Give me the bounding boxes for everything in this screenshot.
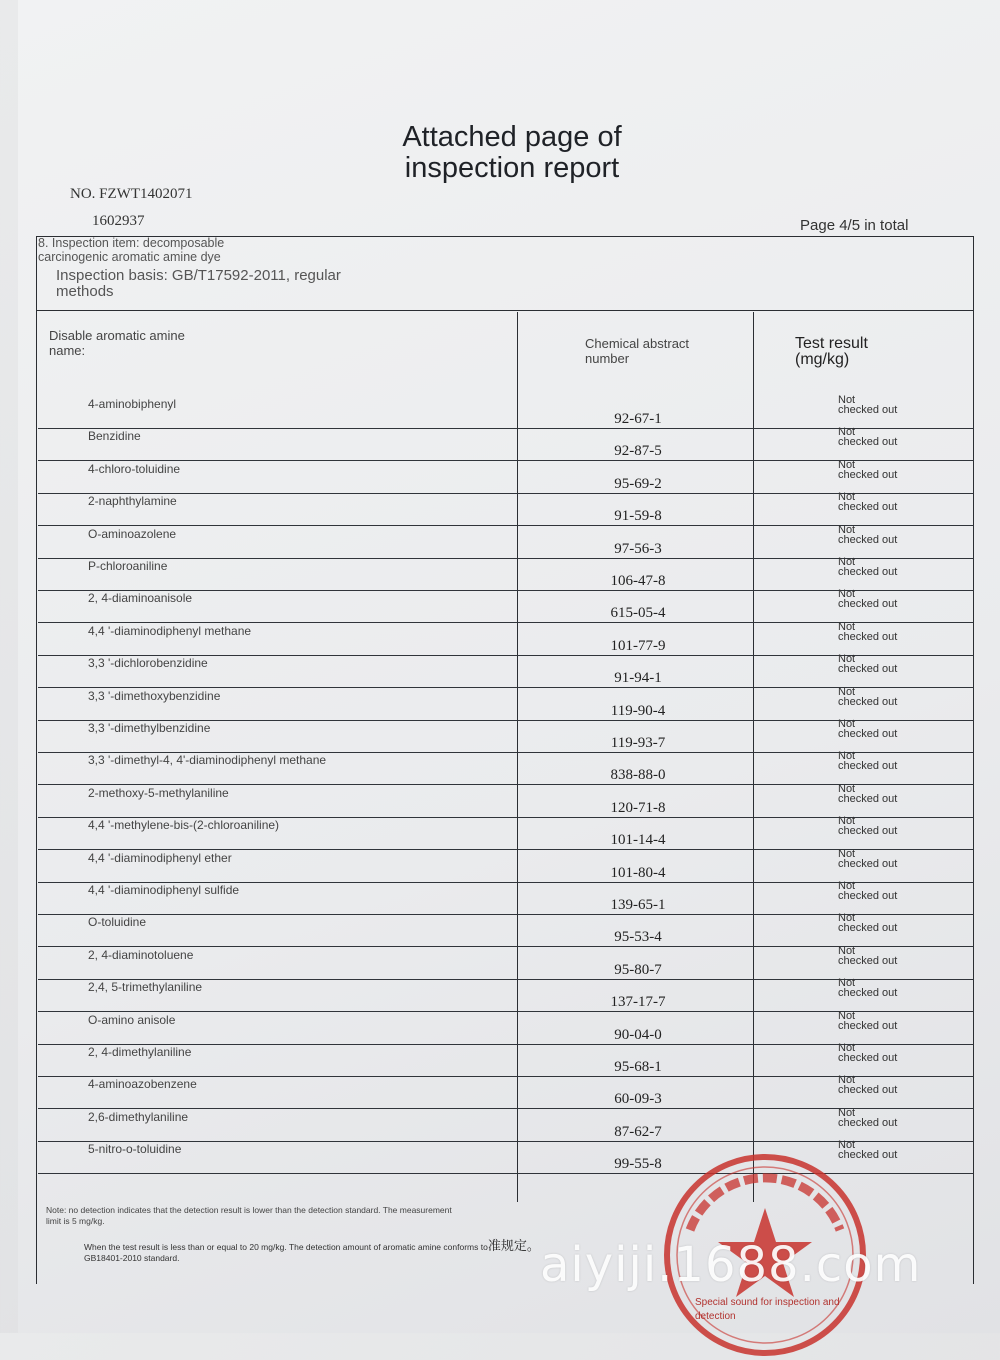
footnote-standard-cn: 准规定。: [487, 1238, 540, 1253]
amine-name-cell: 2,6-dimethylaniline: [88, 1110, 189, 1124]
test-result-cell: Not checked out: [838, 815, 898, 837]
cas-number-cell: 119-93-7: [610, 735, 666, 751]
amine-name-cell: 4,4 '-methylene-bis-(2-chloroaniline): [88, 818, 280, 832]
test-result-cell: Not checked out: [838, 588, 898, 610]
test-result-cell: Not checked out: [838, 912, 898, 934]
amine-name-cell: 2, 4-dimethylaniline: [88, 1045, 192, 1059]
test-result-cell: Not checked out: [838, 750, 898, 772]
cas-number-cell: 95-80-7: [614, 962, 662, 978]
cas-number-cell: 95-68-1: [614, 1059, 662, 1075]
cas-number-cell: 101-14-4: [610, 832, 666, 848]
cas-number-cell: 99-55-8: [614, 1156, 662, 1172]
inspection-item: 8. Inspection item: decomposable carcinogenic aromatic amine dye: [38, 236, 225, 264]
amine-name-cell: 2-methoxy-5-methylaniline: [88, 786, 229, 800]
footnote-detection: Note: no detection indicates that the detection result is lower than the detection standard. The measurement limit is 5 mg/kg.: [46, 1205, 452, 1226]
table-row: [38, 525, 974, 557]
table-row: [38, 816, 974, 848]
amine-name-cell: 4-chloro-toluidine: [88, 462, 181, 476]
cas-number-cell: 119-90-4: [610, 703, 666, 719]
amine-name-cell: Benzidine: [88, 429, 141, 443]
amine-name-cell: 2, 4-diaminotoluene: [88, 948, 194, 962]
table-row: [38, 849, 974, 881]
amine-name-cell: O-aminoazolene: [88, 527, 177, 541]
page-info: Page 4/5 in total: [800, 217, 909, 234]
column-header-name: Disable aromatic amine name:: [49, 328, 185, 358]
test-result-cell: Not checked out: [838, 1042, 898, 1064]
test-result-cell: Not checked out: [838, 783, 898, 805]
amine-name-cell: 3,3 '-dimethoxybenzidine: [88, 689, 221, 703]
test-result-cell: Not checked out: [838, 524, 898, 546]
cas-number-cell: 90-04-0: [614, 1027, 662, 1043]
amine-name-cell: 3,3 '-dimethylbenzidine: [88, 721, 211, 735]
table-row: [38, 654, 974, 686]
test-result-cell: Not checked out: [838, 880, 898, 902]
cas-number-cell: 120-71-8: [610, 800, 666, 816]
test-result-cell: Not checked out: [838, 426, 898, 448]
test-result-cell: Not checked out: [838, 556, 898, 578]
table-row: [38, 622, 974, 654]
table-row: [38, 946, 974, 978]
test-result-cell: Not checked out: [838, 653, 898, 675]
table-row: [38, 1011, 974, 1043]
test-result-cell: Not checked out: [838, 394, 898, 416]
cas-number-cell: 60-09-3: [614, 1091, 662, 1107]
test-result-cell: Not checked out: [838, 491, 898, 513]
cas-number-cell: 615-05-4: [610, 605, 666, 621]
cas-number-cell: 101-80-4: [610, 865, 666, 881]
report-number: NO. FZWT1402071: [70, 186, 193, 202]
stamp-caption: Special sound for inspection and detection: [695, 1297, 840, 1322]
test-result-cell: Not checked out: [838, 718, 898, 740]
amine-name-cell: 4,4 '-diaminodiphenyl methane: [88, 624, 252, 638]
header-divider: [36, 310, 974, 311]
amine-name-cell: 4,4 '-diaminodiphenyl sulfide: [88, 883, 240, 897]
table-row: [38, 1075, 974, 1107]
table-row: [38, 492, 974, 524]
table-row: [38, 427, 974, 459]
cas-number-cell: 137-17-7: [610, 994, 666, 1010]
report-number-suffix: 1602937: [92, 213, 145, 229]
cas-number-cell: 838-88-0: [610, 767, 666, 783]
amine-name-cell: 3,3 '-dichlorobenzidine: [88, 656, 208, 670]
footnote-standard-text: When the test result is less than or equal to 20 mg/kg. The detection amount of aromatic amine conforms to: [84, 1242, 488, 1252]
amine-name-cell: 2-naphthylamine: [88, 494, 177, 508]
cas-number-cell: 101-77-9: [610, 638, 666, 654]
amine-name-cell: 2, 4-diaminoanisole: [88, 591, 193, 605]
test-result-cell: Not checked out: [838, 621, 898, 643]
cas-number-cell: 106-47-8: [610, 573, 666, 589]
table-row: [38, 978, 974, 1010]
test-result-cell: Not checked out: [838, 1010, 898, 1032]
table-row: [38, 913, 974, 945]
amine-name-cell: 3,3 '-dimethyl-4, 4'-diaminodiphenyl methane: [88, 753, 327, 767]
page-title: [0, 122, 1000, 184]
cas-number-cell: 91-59-8: [614, 508, 662, 524]
table-row: [38, 687, 974, 719]
site-watermark: aiyiji.1688.com: [540, 1237, 922, 1293]
cas-number-cell: 87-62-7: [614, 1124, 662, 1140]
table-row: [38, 881, 974, 913]
test-result-cell: Not checked out: [838, 945, 898, 967]
column-header-cas: Chemical abstract number: [585, 336, 690, 366]
test-result-cell: Not checked out: [838, 1074, 898, 1096]
table-row: [38, 784, 974, 816]
footnote-standard-end: GB18401-2010 standard.: [84, 1253, 180, 1263]
table-row: [38, 395, 974, 427]
cas-number-cell: 92-87-5: [614, 443, 662, 459]
table-row: [38, 557, 974, 589]
amine-name-cell: 2,4, 5-trimethylaniline: [88, 980, 203, 994]
footnote-standard: [84, 1240, 544, 1264]
cas-number-cell: 97-56-3: [614, 541, 662, 557]
title-line-1: Attached page of: [402, 121, 622, 153]
inspection-basis: Inspection basis: GB/T17592-2011, regular methods: [56, 267, 341, 300]
test-result-cell: Not checked out: [838, 977, 898, 999]
table-row: [38, 1043, 974, 1075]
table-row: [38, 719, 974, 751]
title-line-2: inspection report: [404, 152, 620, 184]
table-row: [38, 460, 974, 492]
amine-name-cell: 4,4 '-diaminodiphenyl ether: [88, 851, 232, 865]
amine-name-cell: 4-aminoazobenzene: [88, 1077, 197, 1091]
column-header-result: Test result (mg/kg): [795, 335, 868, 368]
cas-number-cell: 95-69-2: [614, 476, 662, 492]
cas-number-cell: 139-65-1: [610, 897, 666, 913]
cas-number-cell: 95-53-4: [614, 929, 662, 945]
amine-name-cell: O-amino anisole: [88, 1013, 176, 1027]
cas-number-cell: 92-67-1: [614, 411, 662, 427]
test-result-cell: Not checked out: [838, 1139, 898, 1161]
test-result-cell: Not checked out: [838, 848, 898, 870]
table-row: [38, 751, 974, 783]
table-row: [38, 1108, 974, 1140]
amine-name-cell: 5-nitro-o-toluidine: [88, 1142, 182, 1156]
amine-name-cell: 4-aminobiphenyl: [88, 397, 177, 411]
cas-number-cell: 91-94-1: [614, 670, 662, 686]
amine-name-cell: O-toluidine: [88, 915, 147, 929]
table-row: [38, 589, 974, 621]
test-result-cell: Not checked out: [838, 1107, 898, 1129]
test-result-cell: Not checked out: [838, 686, 898, 708]
test-result-cell: Not checked out: [838, 459, 898, 481]
amine-name-cell: P-chloroaniline: [88, 559, 168, 573]
